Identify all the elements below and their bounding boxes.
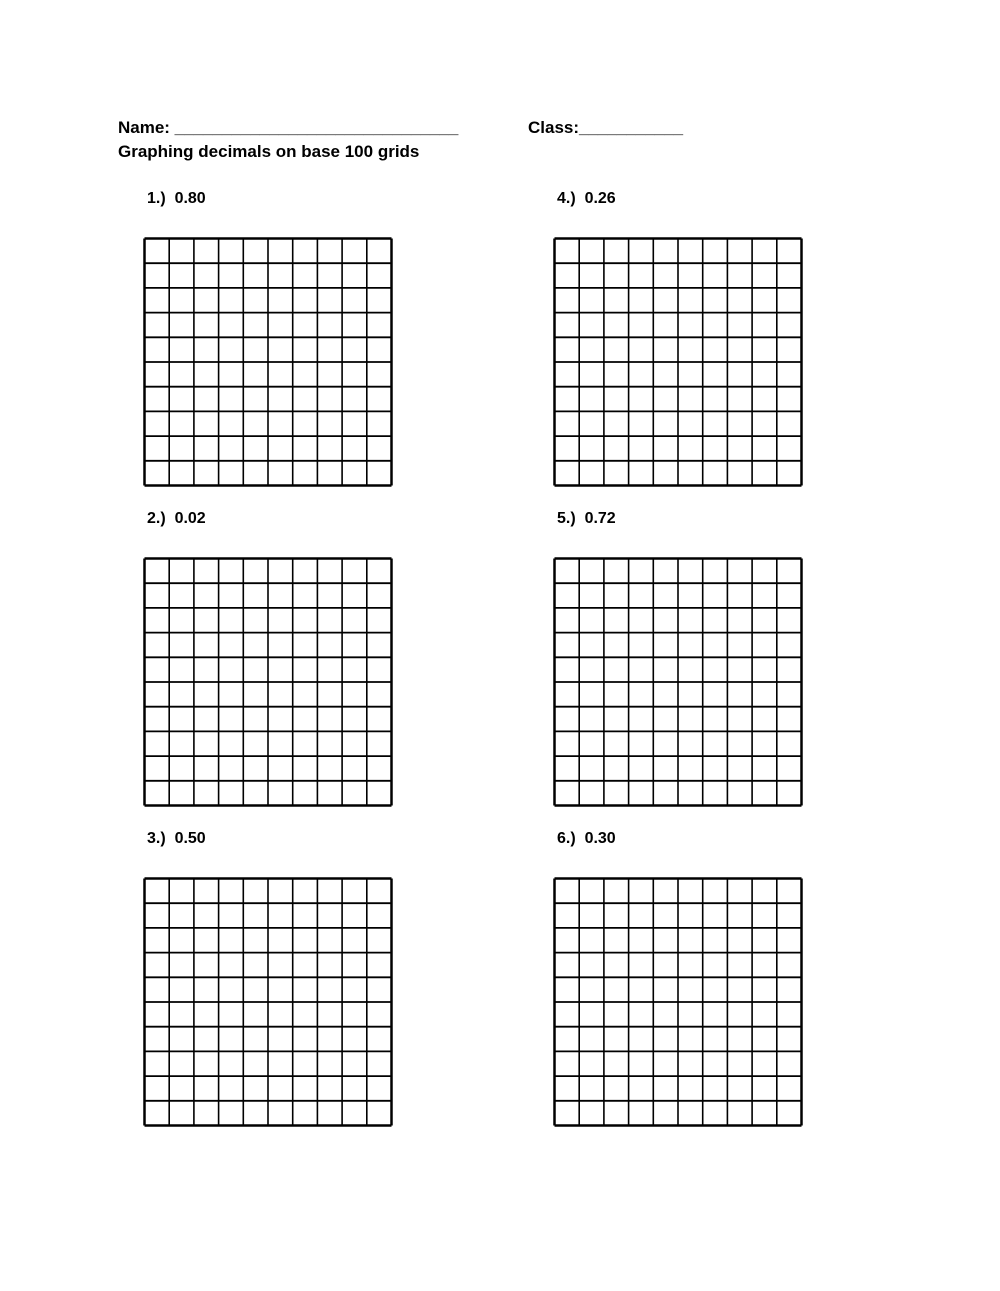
hundred-grid: [143, 557, 393, 807]
problem-3-label: 3.) 0.50: [147, 830, 206, 847]
problem-6-grid: [553, 877, 803, 1127]
class-field-label: Class:___________: [528, 118, 684, 137]
hundred-grid: [143, 237, 393, 487]
hundred-grid: [553, 557, 803, 807]
problem-5-label: 5.) 0.72: [557, 510, 616, 527]
problem-3-grid: [143, 877, 393, 1127]
hundred-grid: [553, 237, 803, 487]
problem-1-label: 1.) 0.80: [147, 190, 206, 207]
hundred-grid: [143, 877, 393, 1127]
worksheet-title: Graphing decimals on base 100 grids: [118, 142, 420, 161]
hundred-grid: [553, 877, 803, 1127]
name-field-label: Name: ______________________________: [118, 118, 459, 137]
problem-2-grid: [143, 557, 393, 807]
problem-4-label: 4.) 0.26: [557, 190, 616, 207]
problem-1-grid: [143, 237, 393, 487]
problem-5-grid: [553, 557, 803, 807]
problem-6-label: 6.) 0.30: [557, 830, 616, 847]
problem-4-grid: [553, 237, 803, 487]
problem-2-label: 2.) 0.02: [147, 510, 206, 527]
